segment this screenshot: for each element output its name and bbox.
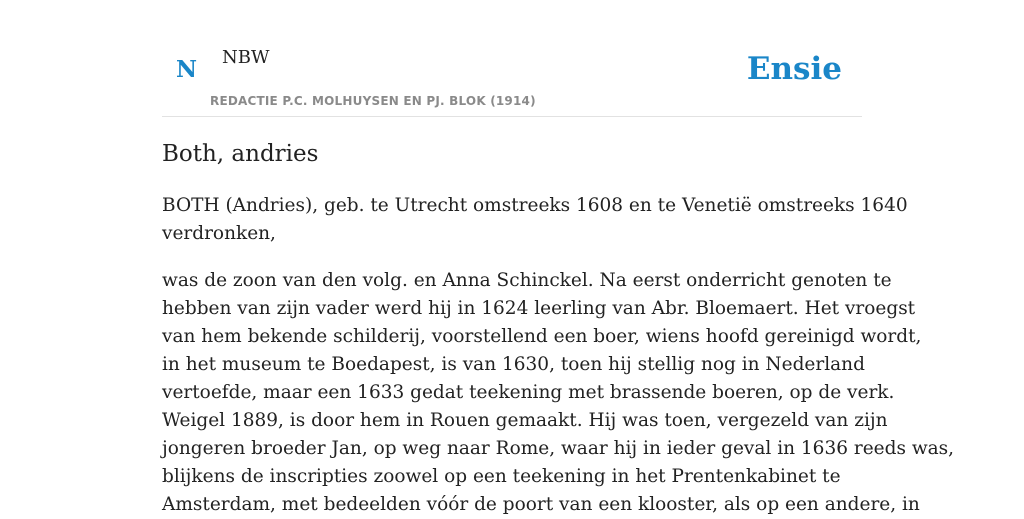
source-name[interactable]: NBW: [222, 47, 270, 68]
text-line: Amsterdam, met bedeelden vóór de poort van een klooster, als op een andere, in: [162, 494, 920, 515]
source-logo[interactable]: N: [176, 56, 198, 83]
page-title: Both, andries: [162, 141, 319, 167]
article-body: [162, 267, 955, 519]
text-line: hebben van zijn vader werd hij in 1624 leerling van Abr. Bloemaert. Het vroegst: [162, 298, 916, 319]
text-line: jongeren broeder Jan, op weg naar Rome, waar hij in ieder geval in 1636 reeds was,: [162, 438, 955, 459]
text-line: BOTH (Andries), geb. te Utrecht omstreeks 1608 en te Venetië omstreeks 1640: [162, 195, 908, 216]
brand-logo[interactable]: Ensie: [746, 51, 842, 87]
text-line: vertoefde, maar een 1633 gedat teekening met brassende boeren, op de verk.: [162, 382, 895, 403]
header: [162, 0, 862, 117]
text-line: was de zoon van den volg. en Anna Schinckel. Na eerst onderricht genoten te: [162, 270, 892, 291]
text-line: Weigel 1889, is door hem in Rouen gemaakt. Hij was toen, vergezeld van zijn: [162, 410, 888, 431]
text-line: verdronken,: [162, 223, 276, 244]
page: [162, 0, 955, 515]
article-intro: [162, 192, 908, 248]
text-line: van hem bekende schilderij, voorstellend een boer, wiens hoofd gereinigd wordt,: [162, 326, 922, 347]
source-subtitle: REDACTIE P.C. MOLHUYSEN EN PJ. BLOK (1914): [210, 94, 536, 108]
text-line: in het museum te Boedapest, is van 1630, toen hij stellig nog in Nederland: [162, 354, 865, 375]
text-line: blijkens de inscripties zoowel op een teekening in het Prentenkabinet te: [162, 466, 841, 487]
